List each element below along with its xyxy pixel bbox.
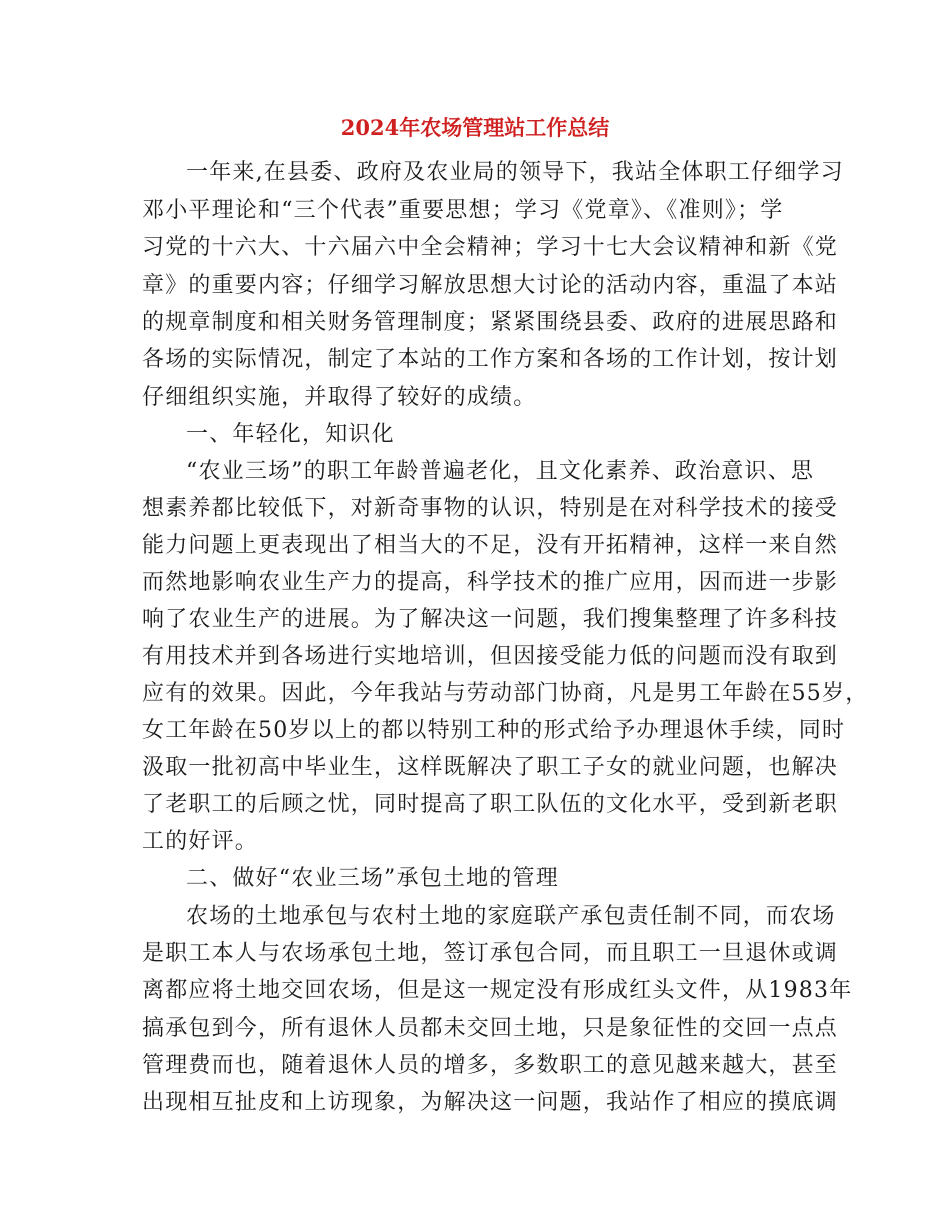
paragraph-line: 想素养都比较低下，对新奇事物的认识，特别是在对科学技术的接受 xyxy=(142,496,839,521)
paragraph-line: 搞承包到今，所有退休人员都未交回土地，只是象征性的交回一点点 xyxy=(142,1016,839,1041)
paragraph-line: 邓小平理论和“三个代表”重要思想；学习《党章》、《准则》；学 xyxy=(142,198,784,223)
paragraph-line: 有用技术并到各场进行实地培训，但因接受能力低的问题而没有取到 xyxy=(142,644,839,669)
paragraph-line: 而然地影响农业生产力的提高，科学技术的推广应用，因而进一步影 xyxy=(142,570,839,595)
paragraph-line: 习党的十六大、十六届六中全会精神；学习十七大会议精神和新《党 xyxy=(142,235,839,260)
section-heading: 一、年轻化，知识化 xyxy=(186,422,395,447)
paragraph-line: 离都应将土地交回农场，但是这一规定没有形成红头文件，从1983年 xyxy=(142,978,853,1003)
paragraph-line: 女工年龄在50岁以上的都以特别工种的形式给予办理退休手续，同时 xyxy=(142,718,846,743)
paragraph-line: 工的好评。 xyxy=(142,829,259,854)
paragraph-line: 各场的实际情况，制定了本站的工作方案和各场的工作计划，按计划 xyxy=(142,347,839,372)
paragraph-line: 汲取一批初高中毕业生，这样既解决了职工子女的就业问题，也解决 xyxy=(142,755,839,780)
paragraph-line: 能力问题上更表现出了相当大的不足，没有开拓精神，这样一来自然 xyxy=(142,533,839,558)
paragraph-line: 响了农业生产的进展。为了解决这一问题，我们搜集整理了许多科技 xyxy=(142,607,839,632)
paragraph-line: 仔细组织实施，并取得了较好的成绩。 xyxy=(142,385,537,410)
paragraph-line: 是职工本人与农场承包土地，签订承包合同，而且职工一旦退休或调 xyxy=(142,941,839,966)
paragraph-line: 了老职工的后顾之忧，同时提高了职工队伍的文化水平，受到新老职 xyxy=(142,792,839,817)
paragraph-line: 农场的土地承包与农村土地的家庭联产承包责任制不同，而农场 xyxy=(186,904,836,929)
paragraph-line: 应有的效果。因此，今年我站与劳动部门协商，凡是男工年龄在55岁， xyxy=(142,681,869,706)
paragraph-line: 管理费而也，随着退休人员的增多，多数职工的意见越来越大，甚至 xyxy=(142,1053,839,1078)
section-heading: 二、做好“农业三场”承包土地的管理 xyxy=(186,866,559,891)
paragraph-line: 章》的重要内容；仔细学习解放思想大讨论的活动内容，重温了本站 xyxy=(142,273,839,298)
paragraph-line: 的规章制度和相关财务管理制度；紧紧围绕县委、政府的进展思路和 xyxy=(142,310,839,335)
paragraph-line: 一年来,在县委、政府及农业局的领导下，我站全体职工仔细学习 xyxy=(186,160,844,185)
paragraph-line: 出现相互扯皮和上访现象，为解决这一问题，我站作了相应的摸底调 xyxy=(142,1090,839,1115)
document-title: 2024年农场管理站工作总结 xyxy=(340,115,610,140)
paragraph-line: “农业三场”的职工年龄普遍老化，且文化素养、政治意识、思 xyxy=(186,459,815,484)
